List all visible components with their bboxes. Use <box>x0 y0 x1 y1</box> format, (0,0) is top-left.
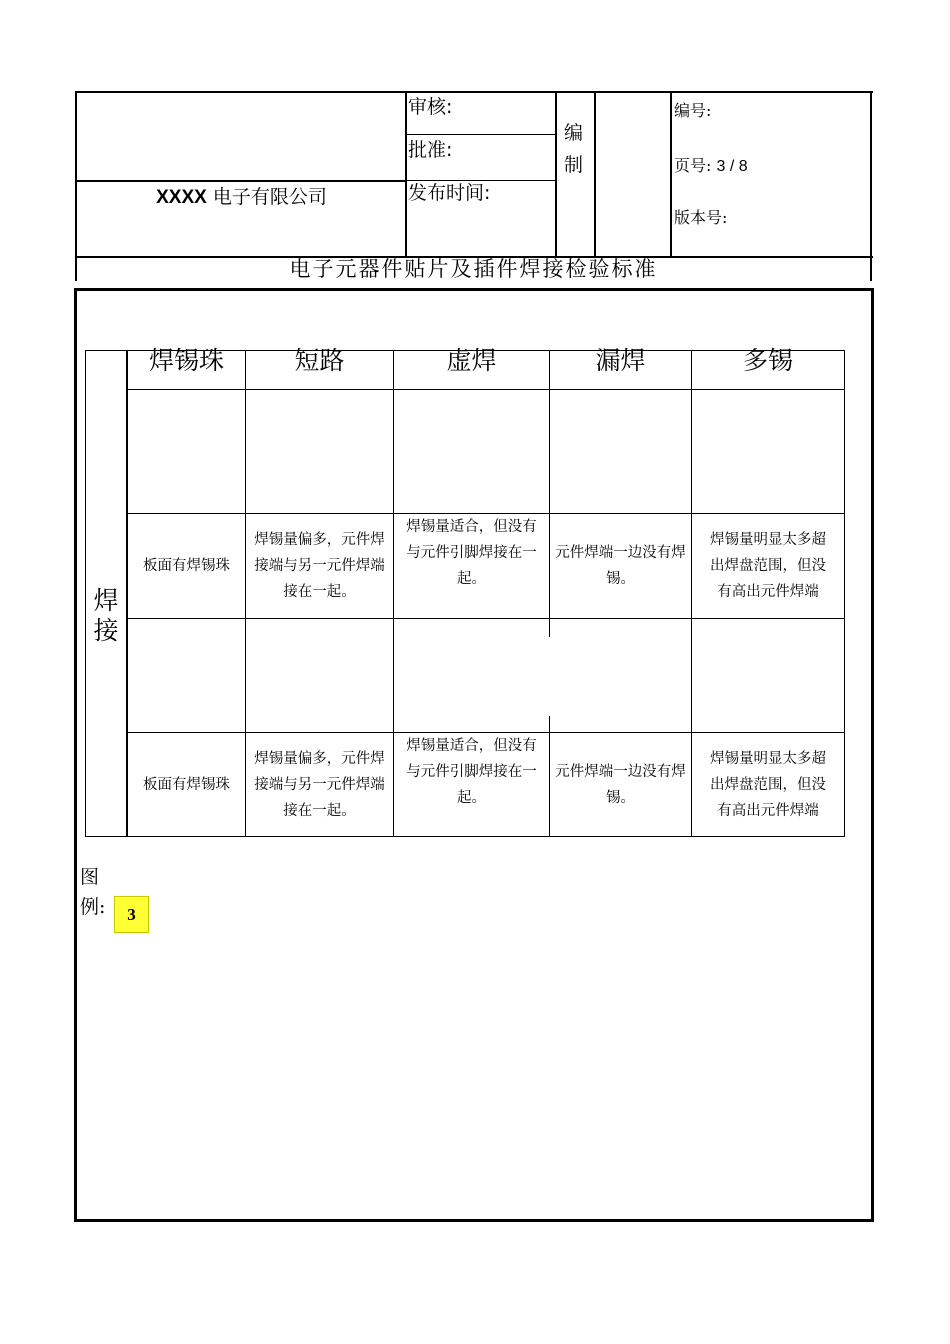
table-cell: 焊锡量明显太多超出焊盘范围，但没有高出元件焊端 <box>710 750 826 819</box>
table-cell: 焊锡量适合，但没有与元件引脚焊接在一起。 <box>406 738 537 806</box>
column-header: 短路 <box>294 346 345 375</box>
compile-label-1: 编 <box>564 122 584 144</box>
column-header: 漏焊 <box>595 346 646 375</box>
company-name-bold: XXXX <box>156 187 207 208</box>
version-label: 版本号: <box>674 208 728 227</box>
column-header: 焊锡珠 <box>148 346 224 375</box>
company-suffix: 电子有限公司 <box>212 186 327 208</box>
table-cell: 焊锡量偏多，元件焊接端与另一元件焊端接在一起。 <box>254 750 385 819</box>
doc-no-label: 编号: <box>674 101 712 120</box>
page-number <box>674 153 748 176</box>
table-cell: 焊锡量适合，但没有与元件引脚焊接在一起。 <box>406 519 537 587</box>
table-cell: 元件焊端一边没有焊锡。 <box>555 545 686 587</box>
column-header: 多锡 <box>742 346 793 375</box>
document-title: 电子元器件贴片及插件焊接检验标准 <box>289 257 658 281</box>
legend-label-2: 例: <box>80 896 106 918</box>
table-cell: 板面有焊锡珠 <box>143 558 230 574</box>
page-label: 页号: <box>674 156 712 175</box>
side-label-char-2: 接 <box>93 616 119 645</box>
image-placeholder-row <box>128 619 844 732</box>
column-header: 虚焊 <box>446 346 497 375</box>
table-cell: 板面有焊锡珠 <box>143 776 230 793</box>
table-cell: 焊锡量明显太多超出焊盘范围，但没有高出元件焊端 <box>710 532 826 600</box>
page-value: 3 / 8 <box>716 158 748 175</box>
review-label: 审核: <box>408 96 453 118</box>
table-cell: 焊锡量偏多，元件焊接端与另一元件焊端接在一起。 <box>254 532 385 600</box>
company-name <box>78 182 405 208</box>
side-label-char-1: 焊 <box>93 586 119 615</box>
release-label: 发布时间: <box>408 182 491 204</box>
compile-label-2: 制 <box>564 154 584 176</box>
legend-badge: 3 <box>114 896 149 933</box>
legend-label-1: 图 <box>80 866 100 888</box>
image-placeholder-row <box>128 390 844 513</box>
approve-label: 批准: <box>408 139 453 161</box>
side-label-welding <box>86 586 126 646</box>
table-cell: 元件焊端一边没有焊锡。 <box>555 763 686 806</box>
